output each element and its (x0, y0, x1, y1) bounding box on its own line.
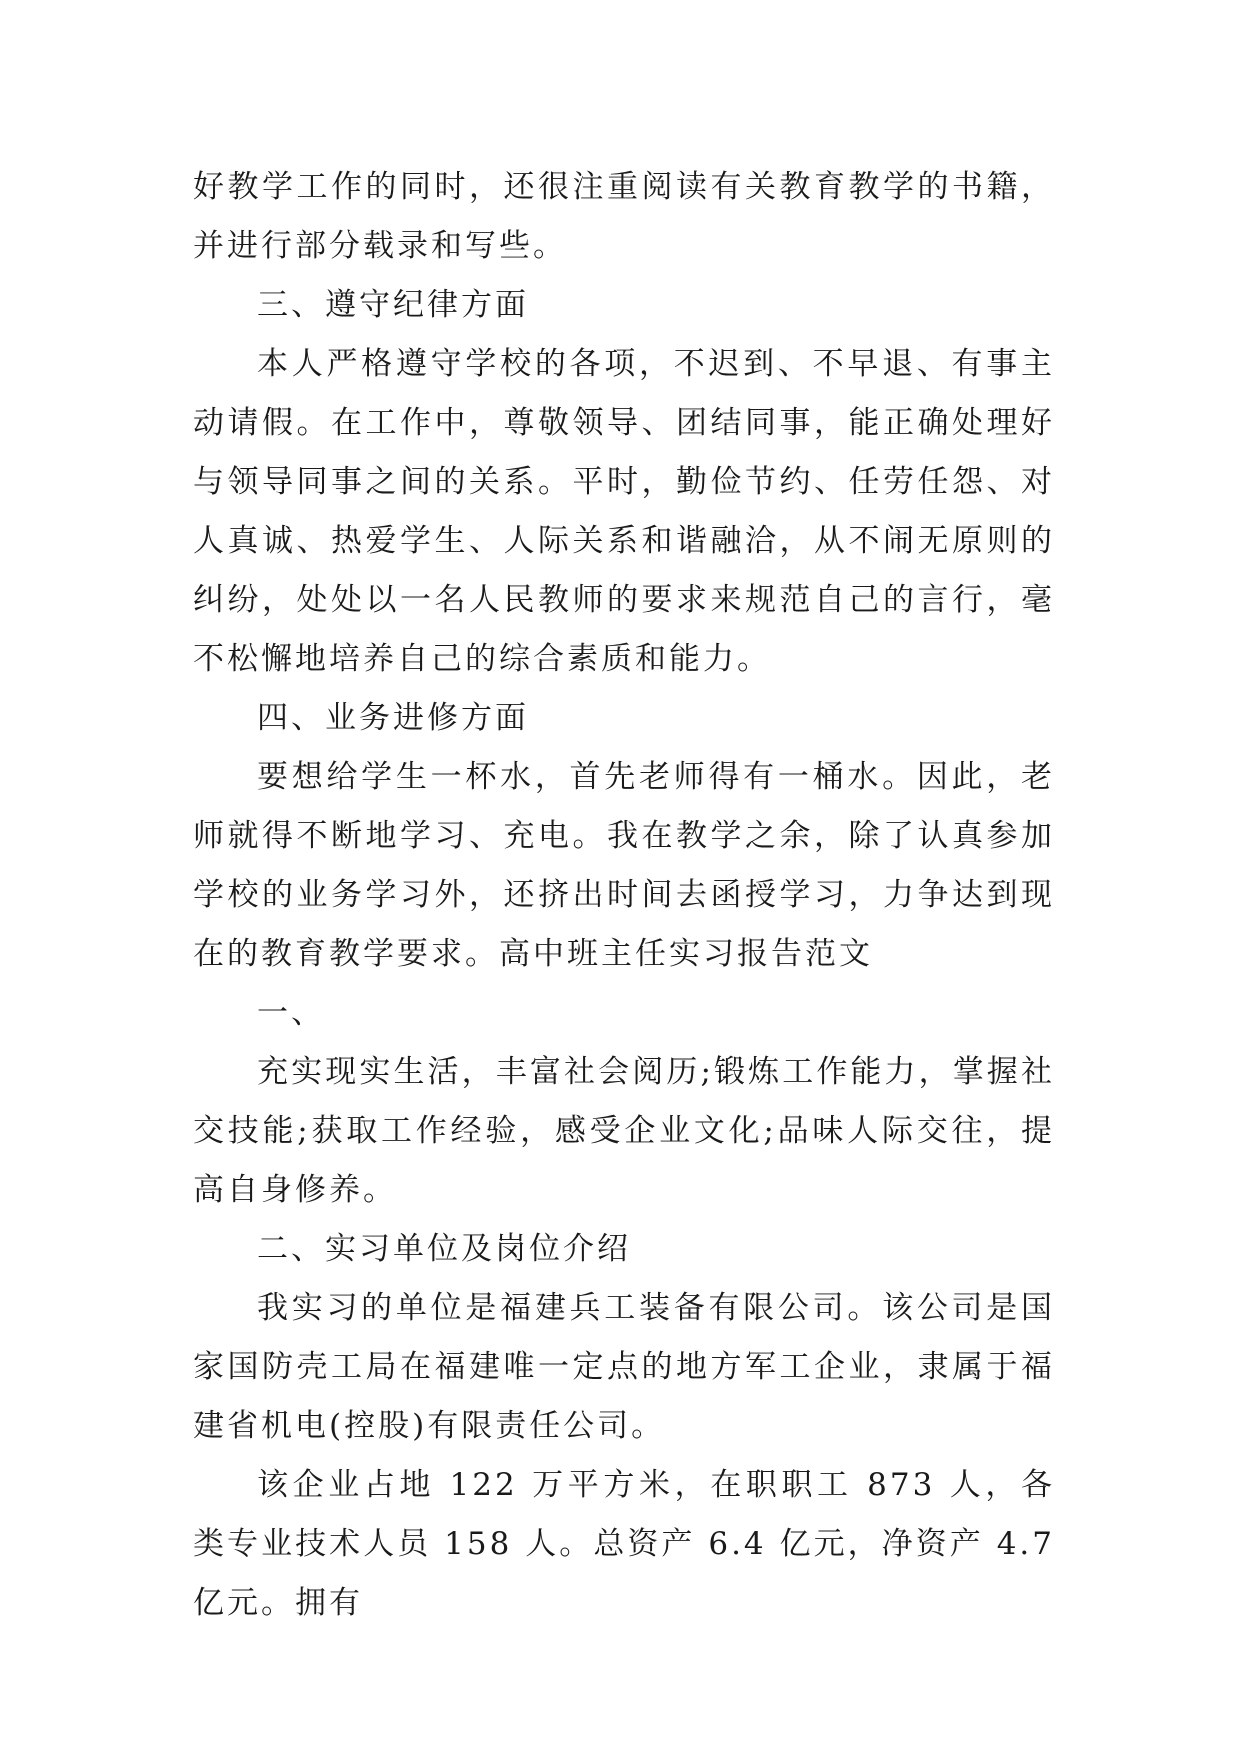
document-page (193, 158, 1055, 1633)
body-paragraph: 该企业占地 122 万平方米，在职职工 873 人，各类专业技术人员 158 人。总资产 6.4 亿元，净资产 4.7 亿元。拥有 (193, 1467, 1055, 1621)
body-paragraph: 我实习的单位是福建兵工装备有限公司。该公司是国家国防壳工局在福建唯一定点的地方军工企业，隶属于福建省机电(控股)有限责任公司。 (193, 1290, 1055, 1444)
section-heading-one: 一、 (257, 995, 325, 1031)
section-heading-study: 四、业务进修方面 (257, 700, 529, 736)
body-paragraph: 要想给学生一杯水，首先老师得有一桶水。因此，老师就得不断地学习、充电。我在教学之余，除了认真参加学校的业务学习外，还挤出时间去函授学习，力争达到现在的教育教学要求。高中班主任实习报告范文 (193, 759, 1055, 972)
section-heading-internship-unit: 二、实习单位及岗位介绍 (257, 1231, 631, 1267)
body-paragraph: 充实现实生活，丰富社会阅历;锻炼工作能力，掌握社交技能;获取工作经验，感受企业文化;品味人际交往，提高自身修养。 (193, 1054, 1055, 1208)
body-paragraph: 本人严格遵守学校的各项，不迟到、不早退、有事主动请假。在工作中，尊敬领导、团结同事，能正确处理好与领导同事之间的关系。平时，勤俭节约、任劳任怨、对人真诚、热爱学生、人际关系和谐融洽，从不闹无原则的纠纷，处处以一名人民教师的要求来规范自己的言行，毫不松懈地培养自己的综合素质和能力。 (193, 346, 1055, 677)
section-heading-discipline: 三、遵守纪律方面 (257, 287, 529, 323)
body-paragraph: 好教学工作的同时，还很注重阅读有关教育教学的书籍，并进行部分载录和写些。 (193, 169, 1055, 264)
